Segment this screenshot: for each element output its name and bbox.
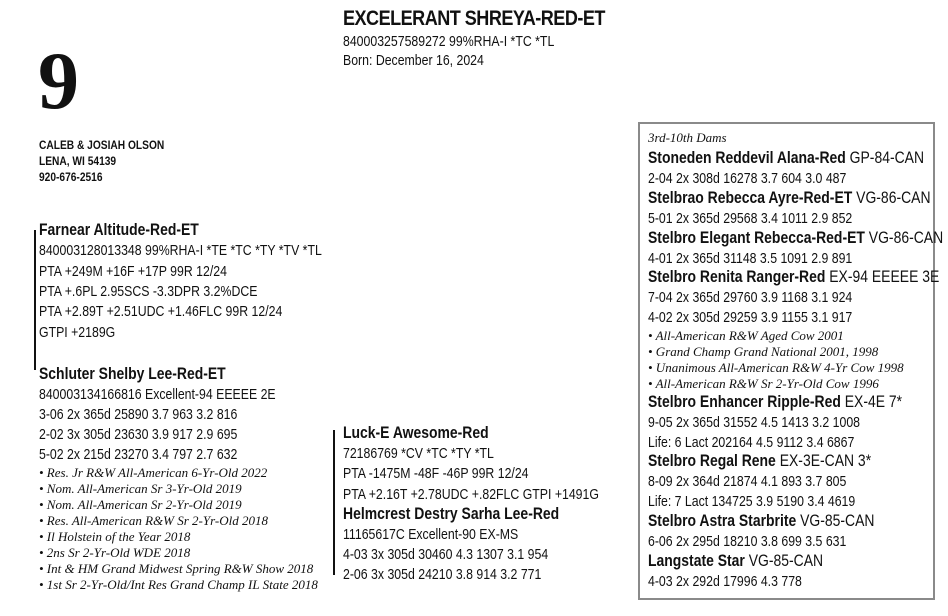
dam-entry-award: • Unanimous All-American R&W 4-Yr Cow 1998 bbox=[648, 360, 904, 375]
owner-phone: 920-676-2516 bbox=[39, 170, 103, 184]
dam-entry-record: 8-09 2x 364d 21874 4.1 893 3.7 805 bbox=[648, 473, 847, 490]
dam-award: • Il Holstein of the Year 2018 bbox=[39, 529, 191, 544]
dam-award: • 2ns Sr 2-Yr-Old WDE 2018 bbox=[39, 545, 191, 560]
mgs-name: Luck-E Awesome-Red bbox=[343, 423, 489, 442]
dam-entry-record: 2-04 2x 308d 16278 3.7 604 3.0 487 bbox=[648, 170, 847, 187]
born-date: December 16, 2024 bbox=[375, 52, 484, 69]
lot-number: 9 bbox=[38, 35, 79, 126]
granddam-name: Helmcrest Destry Sarha Lee-Red bbox=[343, 504, 560, 523]
sire-line: PTA +.6PL 2.95SCS -3.3DPR 3.2%DCE bbox=[39, 283, 258, 300]
birth-date bbox=[343, 52, 484, 69]
dam-entry-award: • All-American R&W Sr 2-Yr-Old Cow 1996 bbox=[648, 376, 879, 391]
dam-entry-record: 4-01 2x 365d 31148 3.5 1091 2.9 891 bbox=[648, 250, 853, 267]
born-label: Born: bbox=[343, 52, 373, 69]
sire-line: PTA +249M +16F +17P 99R 12/24 bbox=[39, 263, 227, 280]
dam-entry-record: 5-01 2x 365d 29568 3.4 1011 2.9 852 bbox=[648, 210, 853, 227]
dam-entry-record: 9-05 2x 365d 31552 4.5 1413 3.2 1008 bbox=[648, 414, 861, 431]
dam-entry-name: Stelbro Regal Rene EX-3E-CAN 3* bbox=[648, 451, 872, 470]
granddam-line: 11165617C Excellent-90 EX-MS bbox=[343, 526, 519, 543]
mgs-line: PTA +2.16T +2.78UDC +.82FLC GTPI +1491G bbox=[343, 486, 599, 503]
mgs-bracket-line bbox=[333, 430, 335, 575]
dam-award: • 1st Sr 2-Yr-Old/Int Res Grand Champ IL State 2018 bbox=[39, 577, 318, 592]
dam-entry-award: • All-American R&W Aged Cow 2001 bbox=[648, 328, 844, 343]
dam-award: • Int & HM Grand Midwest Spring R&W Show 2018 bbox=[39, 561, 314, 576]
sire-line: 840003128013348 99%RHA-I *TE *TC *TY *TV *TL bbox=[39, 242, 322, 259]
dam-line: 2-02 3x 305d 23630 3.9 917 2.9 695 bbox=[39, 426, 238, 443]
dam-entry-name: Stelbro Elegant Rebecca-Red-ET VG-86-CAN bbox=[648, 228, 944, 247]
dam-line: 3-06 2x 365d 25890 3.7 963 3.2 816 bbox=[39, 406, 238, 423]
dam-award: • Nom. All-American Sr 2-Yr-Old 2019 bbox=[39, 497, 242, 512]
animal-id-line: 840003257589272 99%RHA-I *TC *TL bbox=[343, 33, 555, 50]
sire-name: Farnear Altitude-Red-ET bbox=[39, 220, 199, 239]
dam-entry-record: 6-06 2x 295d 18210 3.8 699 3.5 631 bbox=[648, 533, 847, 550]
dam-award: • Res. All-American R&W Sr 2-Yr-Old 2018 bbox=[39, 513, 268, 528]
dam-line: 5-02 2x 215d 23270 3.4 797 2.7 632 bbox=[39, 446, 238, 463]
dam-award: • Res. Jr R&W All-American 6-Yr-Old 2022 bbox=[39, 465, 268, 480]
dam-entry-name: Langstate Star VG-85-CAN bbox=[648, 551, 824, 570]
animal-name: EXCELERANT SHREYA-RED-ET bbox=[343, 7, 605, 30]
sire-line: GTPI +2189G bbox=[39, 324, 116, 341]
dam-entry-record: Life: 7 Lact 134725 3.9 5190 3.4 4619 bbox=[648, 493, 856, 510]
mgs-line: 72186769 *CV *TC *TY *TL bbox=[343, 445, 494, 462]
dam-entry-record: 4-03 2x 292d 17996 4.3 778 bbox=[648, 573, 802, 590]
dam-line: 840003134166816 Excellent-94 EEEEE 2E bbox=[39, 386, 276, 403]
dam-award: • Nom. All-American Sr 3-Yr-Old 2019 bbox=[39, 481, 242, 496]
dam-entry-name: Stoneden Reddevil Alana-Red GP-84-CAN bbox=[648, 148, 925, 167]
dam-name: Schluter Shelby Lee-Red-ET bbox=[39, 364, 226, 383]
owner-name: CALEB & JOSIAH OLSON bbox=[39, 138, 165, 152]
owner-city: LENA, WI 54139 bbox=[39, 154, 117, 168]
dams-box bbox=[638, 122, 944, 600]
dam-entry-name: Stelbro Enhancer Ripple-Red EX-4E 7* bbox=[648, 392, 903, 411]
sire-line: PTA +2.89T +2.51UDC +1.46FLC 99R 12/24 bbox=[39, 303, 283, 320]
dam-entry-record: 7-04 2x 365d 29760 3.9 1168 3.1 924 bbox=[648, 289, 853, 306]
dam-entry-record: 4-02 2x 305d 29259 3.9 1155 3.1 917 bbox=[648, 309, 853, 326]
dam-entry-name: Stelbro Astra Starbrite VG-85-CAN bbox=[648, 511, 875, 530]
dam-entry-name: Stelbro Renita Ranger-Red EX-94 EEEEE 3E bbox=[648, 267, 940, 286]
granddam-line: 4-03 3x 305d 30460 4.3 1307 3.1 954 bbox=[343, 546, 549, 563]
dam-entry-award: • Grand Champ Grand National 2001, 1998 bbox=[648, 344, 879, 359]
dam-entry-record: Life: 6 Lact 202164 4.5 9112 3.4 6867 bbox=[648, 434, 855, 451]
sire-bracket-line bbox=[34, 230, 36, 370]
dam-entry-name: Stelbrao Rebecca Ayre-Red-ET VG-86-CAN bbox=[648, 188, 931, 207]
owner-block bbox=[39, 137, 164, 185]
granddam-line: 2-06 3x 305d 24210 3.8 914 3.2 771 bbox=[343, 566, 542, 583]
mgs-line: PTA -1475M -48F -46P 99R 12/24 bbox=[343, 465, 529, 482]
dams-box-heading: 3rd-10th Dams bbox=[648, 130, 727, 145]
